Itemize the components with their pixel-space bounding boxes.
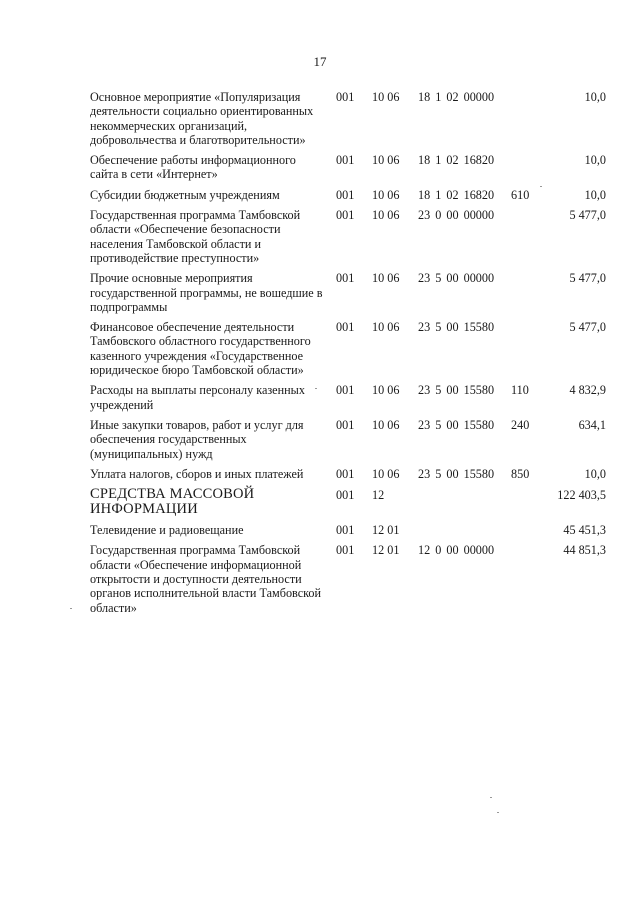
ministry-code: 001 [336,383,355,398]
amount: 10,0 [584,466,606,481]
row-name: Основное мероприятие «Популяризация деятельности социально ориентированных некоммерческих организаций, добровольчества и благотворительности» [90,90,314,147]
target-code: 23 5 00 15580 [418,417,495,432]
amount: 122 403,5 [557,488,606,503]
ministry-code: 001 [336,187,355,202]
amount: 4 832,9 [569,383,606,398]
section-code: 10 06 [372,271,400,286]
table-row [90,153,606,182]
section-code: 10 06 [372,153,400,168]
amount: 10,0 [584,153,606,168]
section-code: 10 06 [372,208,400,223]
amount: 44 851,3 [563,543,606,558]
row-name: Прочие основные мероприятия государственной программы, не вошедшие в подпрограммы [90,271,323,314]
table-row [90,271,606,314]
target-code: 18 1 02 16820 [418,187,495,202]
section-code: 12 01 [372,543,400,558]
ministry-code: 001 [336,466,355,481]
table-row [90,467,606,481]
row-name: Государственная программа Тамбовской области «Обеспечение информационной открытости и доступности деятельности органов исполнительной власти Тамбовской области» [90,543,322,615]
row-name: Государственная программа Тамбовской области «Обеспечение безопасности населения Тамбовской области и противодействие преступности» [90,208,301,265]
row-name: Иные закупки товаров, работ и услуг для обеспечения государственных (муниципальных) нужд [90,417,304,461]
section-code: 10 06 [372,187,400,202]
row-name: Уплата налогов, сборов и иных платежей [90,466,304,481]
row-name: Обеспечение работы информационного сайта в сети «Интернет» [90,153,296,182]
scan-speck [540,186,542,187]
row-name: Субсидии бюджетным учреждениям [90,187,280,202]
section-code: 12 [372,488,385,503]
section-code: 10 06 [372,320,400,335]
target-code: 12 0 00 00000 [418,543,495,558]
ministry-code: 001 [336,488,355,503]
amount: 5 477,0 [569,208,606,223]
section-code: 10 06 [372,417,400,432]
amount: 10,0 [584,90,606,104]
scan-speck [70,608,72,609]
ministry-code: 001 [336,90,355,104]
table-row [90,523,606,537]
section-heading: СРЕДСТВА МАССОВОЙ ИНФОРМАЦИИ [90,486,255,518]
row-name: Телевидение и радиовещание [90,523,244,538]
page-number: 17 [313,54,327,69]
ministry-code: 001 [336,543,355,558]
row-name: Финансовое обеспечение деятельности Тамбовского областного государственного казенного учреждения «Государственное юридическое бюро Тамбовской области» [90,320,311,378]
table-row [90,418,606,461]
section-code: 12 01 [372,523,400,538]
budget-table [90,90,606,621]
expense-type: 610 [511,187,530,202]
expense-type: 110 [511,383,529,398]
target-code: 23 5 00 15580 [418,466,495,481]
table-row [90,543,606,614]
amount: 10,0 [584,187,606,202]
ministry-code: 001 [336,208,355,223]
scan-speck [315,388,317,389]
target-code: 18 1 02 00000 [418,90,495,104]
expense-type: 240 [511,417,530,432]
ministry-code: 001 [336,271,355,286]
scan-speck [490,797,492,798]
target-code: 23 5 00 15580 [418,383,495,398]
amount: 634,1 [578,417,606,432]
table-row [90,90,606,147]
ministry-code: 001 [336,320,355,335]
expense-type: 850 [511,466,530,481]
target-code: 18 1 02 16820 [418,153,495,168]
section-code: 10 06 [372,466,400,481]
amount: 5 477,0 [569,320,606,335]
ministry-code: 001 [336,417,355,432]
table-row [90,188,606,202]
ministry-code: 001 [336,153,355,168]
table-row [90,320,606,377]
target-code: 23 5 00 00000 [418,271,495,286]
target-code: 23 0 00 00000 [418,208,495,223]
amount: 45 451,3 [563,523,606,538]
section-row [90,487,606,517]
target-code: 23 5 00 15580 [418,320,495,335]
row-name: Расходы на выплаты персоналу казенных учреждений [90,383,305,412]
table-row [90,383,606,412]
ministry-code: 001 [336,523,355,538]
section-code: 10 06 [372,383,400,398]
section-code: 10 06 [372,90,400,104]
scan-speck [497,812,499,813]
table-row [90,208,606,265]
amount: 5 477,0 [569,271,606,286]
